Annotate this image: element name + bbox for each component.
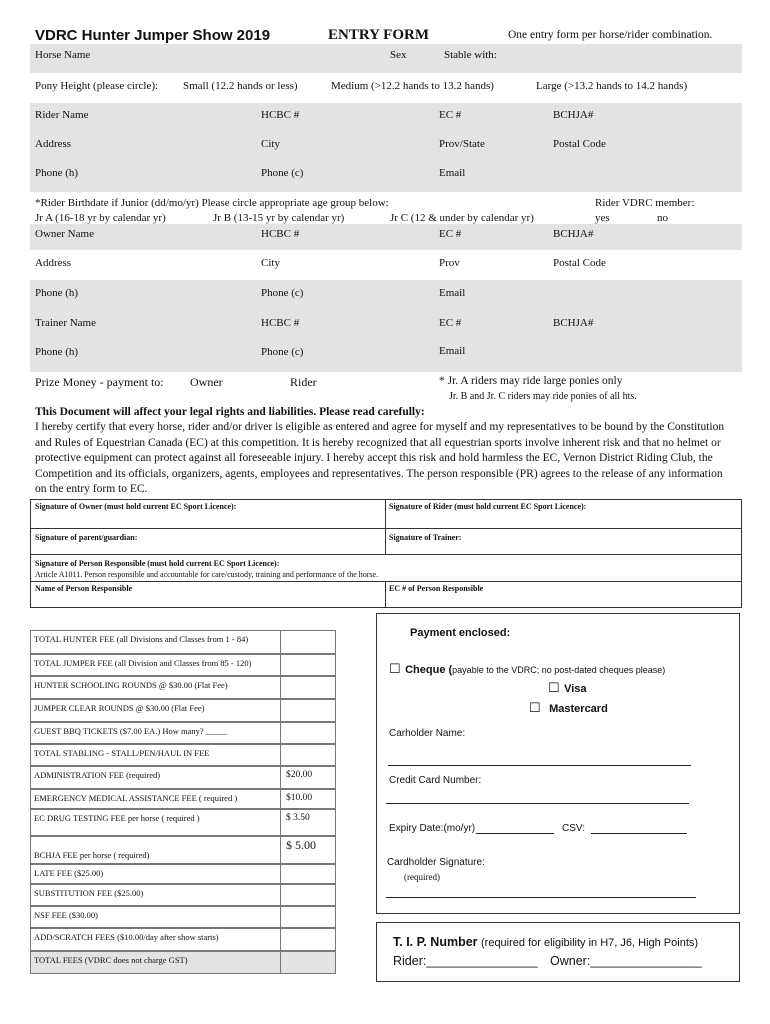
fee-amount-field[interactable] xyxy=(281,745,335,765)
fee-amount-field[interactable]: $20.00 xyxy=(286,770,313,780)
mastercard-checkbox[interactable]: ☐ xyxy=(529,700,541,715)
card-number-label: Credit Card Number: xyxy=(389,775,482,786)
owner-phone-row xyxy=(30,280,742,308)
fee-amount-field[interactable] xyxy=(281,700,335,721)
pr-name-field[interactable]: Name of Person Responsible xyxy=(35,584,133,593)
fee-row xyxy=(30,906,336,928)
fee-row xyxy=(30,951,336,974)
rider-ec-label: EC # xyxy=(439,109,462,121)
fee-label: HUNTER SCHOOLING ROUNDS @ $30.00 (Flat Fee) xyxy=(31,677,281,698)
fee-amount-field[interactable] xyxy=(281,885,335,905)
article-note: Article A1011. Person responsible and accountable for care/custody, training and performance of the horse. xyxy=(35,570,379,579)
owner-ec-label: EC # xyxy=(439,228,462,240)
owner-bchja-label: BCHJA# xyxy=(553,228,594,240)
cardholder-signature-label: Cardholder Signature: xyxy=(387,857,485,868)
trainer-ec-label: EC # xyxy=(439,317,462,329)
trainer-section xyxy=(30,308,742,372)
jr-c-option[interactable]: Jr C (12 & under by calendar yr) xyxy=(390,212,534,224)
prize-owner-option[interactable]: Owner xyxy=(190,375,223,389)
pr-signature-field[interactable]: Signature of Person Responsible (must hold current EC Sport Licence): xyxy=(35,559,280,568)
fee-label: NSF FEE ($30.00) xyxy=(31,907,281,927)
rider-birthdate-label: *Rider Birthdate if Junior (dd/mo/yr) Please circle appropriate age group below: xyxy=(35,197,389,209)
jr-a-option[interactable]: Jr A (16-18 yr by calendar yr) xyxy=(35,212,166,224)
trainer-phone-c-label: Phone (c) xyxy=(261,346,304,358)
rider-city-label: City xyxy=(261,138,280,150)
fee-row xyxy=(30,744,336,766)
owner-signature-field[interactable]: Signature of Owner (must hold current EC Sport Licence): xyxy=(35,502,237,511)
owner-phone-h-label: Phone (h) xyxy=(35,287,79,299)
fee-amount-field[interactable] xyxy=(281,723,335,743)
owner-name-label: Owner Name xyxy=(35,228,94,240)
owner-prov-label: Prov xyxy=(439,257,460,269)
expiry-label: Expiry Date:(mo/yr) xyxy=(389,823,476,834)
cardholder-name-field[interactable] xyxy=(388,765,691,766)
trainer-hcbc-label: HCBC # xyxy=(261,317,300,329)
rider-email-label: Email xyxy=(439,167,466,179)
mastercard-option[interactable]: ☐ Mastercard xyxy=(529,700,608,715)
pony-medium-option[interactable]: Medium (>12.2 hands to 13.2 hands) xyxy=(331,80,494,92)
fee-amount-field[interactable] xyxy=(281,655,335,675)
form-title: ENTRY FORM xyxy=(328,27,429,43)
horse-name-label: Horse Name xyxy=(35,49,91,61)
fee-row xyxy=(30,676,336,699)
pony-small-option[interactable]: Small (12.2 hands or less) xyxy=(183,80,298,92)
fee-row xyxy=(30,699,336,722)
prize-rider-option[interactable]: Rider xyxy=(290,375,317,389)
expiry-field[interactable] xyxy=(476,833,554,834)
trainer-name-label: Trainer Name xyxy=(35,317,96,329)
fee-amount-field[interactable]: $ 3.50 xyxy=(286,813,310,823)
rider-name-label: Rider Name xyxy=(35,109,89,121)
tip-rider-field[interactable]: Rider:________________ xyxy=(393,954,538,968)
parent-signature-field[interactable]: Signature of parent/guardian: xyxy=(35,533,138,542)
tip-heading: T. I. P. Number (required for eligibility in H7, J6, High Points) xyxy=(393,935,699,949)
rider-postal-label: Postal Code xyxy=(553,138,606,150)
vdrc-no-option[interactable]: no xyxy=(657,212,668,224)
legal-heading: This Document will affect your legal rights and liabilities. Please read carefully: xyxy=(35,406,425,418)
fee-label: EMERGENCY MEDICAL ASSISTANCE FEE ( required ) xyxy=(31,790,281,808)
visa-option[interactable]: ☐ Visa xyxy=(548,680,587,695)
cardholder-name-label: Carholder Name: xyxy=(389,728,466,739)
fee-row xyxy=(30,766,336,789)
fee-label: TOTAL JUMPER FEE (all Division and Classes from 85 - 120) xyxy=(31,655,281,675)
rider-section xyxy=(30,103,742,192)
fee-label: GUEST BBQ TICKETS ($7.00 EA.) How many? _____ xyxy=(31,723,281,743)
prize-money-label: Prize Money - payment to: xyxy=(35,375,164,389)
owner-phone-c-label: Phone (c) xyxy=(261,287,304,299)
prize-note-1: * Jr. A riders may ride large ponies only xyxy=(439,375,623,387)
fee-label: TOTAL STABLING - STALL/PEN/HAUL IN FEE xyxy=(31,745,281,765)
prize-note-2: Jr. B and Jr. C riders may ride ponies of all hts. xyxy=(449,391,637,402)
tip-owner-field[interactable]: Owner:________________ xyxy=(550,954,702,968)
fee-amount-field[interactable]: $ 5.00 xyxy=(286,838,316,852)
rider-signature-field[interactable]: Signature of Rider (must hold current EC Sport Licence): xyxy=(389,502,587,511)
fee-amount-field[interactable] xyxy=(281,865,335,883)
fee-amount-field[interactable] xyxy=(281,631,335,653)
fee-row xyxy=(30,884,336,906)
jr-b-option[interactable]: Jr B (13-15 yr by calendar yr) xyxy=(213,212,345,224)
owner-postal-label: Postal Code xyxy=(553,257,606,269)
rider-hcbc-label: HCBC # xyxy=(261,109,300,121)
fee-label: ADD/SCRATCH FEES ($10.00/day after show starts) xyxy=(31,929,281,950)
rider-bchja-label: BCHJA# xyxy=(553,109,594,121)
csv-label: CSV: xyxy=(562,823,585,834)
form-note: One entry form per horse/rider combination. xyxy=(508,29,713,41)
fee-row xyxy=(30,864,336,884)
horse-name-row xyxy=(30,44,742,73)
csv-field[interactable] xyxy=(591,833,687,834)
fee-row xyxy=(30,722,336,744)
tip-box xyxy=(376,922,740,982)
fee-amount-field[interactable] xyxy=(281,677,335,698)
fee-label: BCHJA FEE per horse ( required) xyxy=(31,837,281,863)
fee-amount-field[interactable] xyxy=(281,952,335,973)
rider-phone-h-label: Phone (h) xyxy=(35,167,79,179)
fee-label: EC DRUG TESTING FEE per horse ( required ) xyxy=(31,810,281,835)
trainer-phone-h-label: Phone (h) xyxy=(35,346,79,358)
owner-hcbc-label: HCBC # xyxy=(261,228,300,240)
rider-phone-c-label: Phone (c) xyxy=(261,167,304,179)
trainer-signature-field[interactable]: Signature of Trainer: xyxy=(389,533,462,542)
fee-label: SUBSTITUTION FEE ($25.00) xyxy=(31,885,281,905)
trainer-email-label: Email xyxy=(439,345,466,357)
signature-required-note: (required) xyxy=(404,872,440,882)
rider-address-label: Address xyxy=(35,138,72,150)
visa-checkbox[interactable]: ☐ xyxy=(548,680,560,695)
fee-label: TOTAL FEES (VDRC does not charge GST) xyxy=(31,952,281,973)
rider-vdrc-member-label: Rider VDRC member: xyxy=(595,197,695,209)
fee-row xyxy=(30,789,336,809)
form-heading: VDRC Hunter Jumper Show 2019 xyxy=(35,27,271,44)
fee-amount-field[interactable] xyxy=(281,929,335,950)
fee-label: JUMPER CLEAR ROUNDS @ $30.00 (Flat Fee) xyxy=(31,700,281,721)
fee-row xyxy=(30,630,336,654)
fee-row xyxy=(30,928,336,951)
trainer-bchja-label: BCHJA# xyxy=(553,317,594,329)
fee-amount-field[interactable]: $10.00 xyxy=(286,793,313,803)
fee-label: ADMINISTRATION FEE (required) xyxy=(31,767,281,788)
stable-with-label: Stable with: xyxy=(444,49,497,61)
owner-email-label: Email xyxy=(439,287,466,299)
fee-row xyxy=(30,654,336,676)
horse-sex-label: Sex xyxy=(390,49,407,61)
pr-ec-field[interactable]: EC # of Person Responsible xyxy=(389,584,484,593)
vdrc-yes-option[interactable]: yes xyxy=(595,212,610,224)
pony-large-option[interactable]: Large (>13.2 hands to 14.2 hands) xyxy=(536,80,688,92)
fee-label: LATE FEE ($25.00) xyxy=(31,865,281,883)
owner-name-row xyxy=(30,224,742,250)
owner-address-label: Address xyxy=(35,257,72,269)
fee-amount-field[interactable] xyxy=(281,907,335,927)
cheque-option[interactable]: ☐ Cheque (payable to the VDRC; no post-dated cheques please) xyxy=(389,661,666,676)
payment-title: Payment enclosed: xyxy=(410,627,511,639)
fee-row xyxy=(30,836,336,864)
pony-height-label: Pony Height (please circle): xyxy=(35,80,159,92)
owner-city-label: City xyxy=(261,257,280,269)
card-number-field[interactable] xyxy=(386,803,689,804)
legal-body: I hereby certify that every horse, rider and/or driver is eligible as entered and agree for myself and my representatives to be bound by the Constitution and Rules of Equestrian Canada (EC) at this competition. It is hereby recognized that all equestrian sports involve inherent risk and that no helmet or protective equipment can protect against all foreseeable injury. I hereby accept this risk and hold harmless the EC, Vernon District Riding Club, the Competition and its officials, organizers, agents, employees and representatives. The person responsible (PR) agrees to the release of any information on the entry form to EC. xyxy=(35,421,725,496)
fee-label: TOTAL HUNTER FEE (all Divisions and Classes from 1 - 84) xyxy=(31,631,281,653)
payment-box xyxy=(376,613,740,914)
cardholder-signature-field[interactable] xyxy=(386,897,696,898)
cheque-checkbox[interactable]: ☐ xyxy=(389,661,401,676)
fee-row xyxy=(30,809,336,836)
rider-prov-label: Prov/State xyxy=(439,138,485,150)
